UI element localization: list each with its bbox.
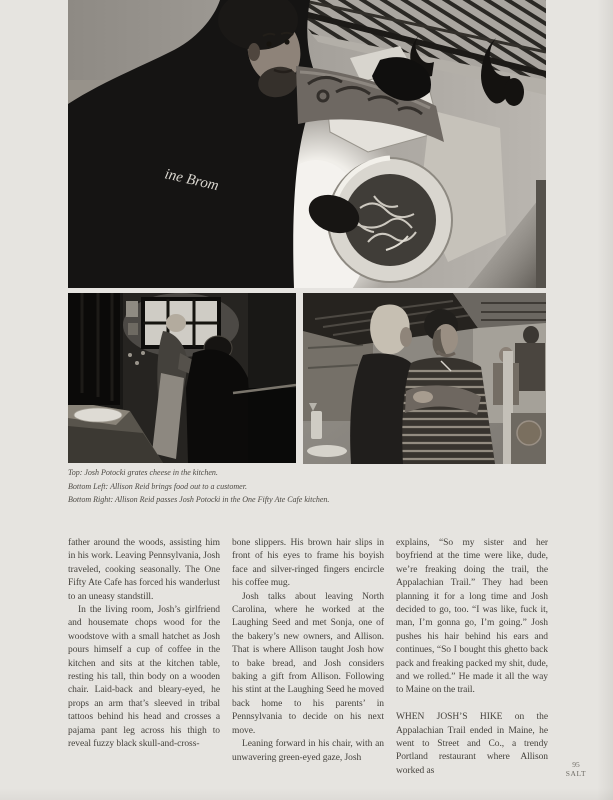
paragraph: In the living room, Josh’s girlfriend and housemate chops wood for the woodstove with a small hatchet as Josh pours himself a cup of coffee in the kitchen and sits at the kitchen table, resting his tall, thin body on a wooden chair. Laid-back and bleary-eyed, he props an arm that’s sleeved in tribal tattoos behind his head and crosses a pajama pant leg across his thigh to reveal fuzzy black skull-and-cross- bbox=[68, 605, 220, 750]
paragraph: bone slippers. His brown hair slips in front of his eyes to frame his boyish face and silver-ringed fingers encircle his coffee mug. bbox=[232, 538, 384, 589]
text-column-2 bbox=[232, 537, 384, 778]
caption-bottom-left: Bottom Left: Allison Reid brings food out to a customer. bbox=[68, 481, 247, 491]
jar bbox=[517, 421, 541, 445]
photo-bottom-left-server bbox=[68, 293, 296, 463]
paragraph-section-start: WHEN JOSH’S HIKE on the Appalachian Trail ended in Maine, he went to Street and Co., a trendy Portland restaurant where Allison worked as bbox=[396, 712, 548, 776]
caption-top: Top: Josh Potocki grates cheese in the kitchen. bbox=[68, 468, 218, 477]
shirt-script-text: ine Brom bbox=[163, 166, 221, 195]
photo-bottom-left-art bbox=[68, 293, 296, 463]
plate bbox=[74, 408, 122, 422]
paragraph: Josh talks about leaving North Carolina, where he worked at the Laughing Seed and met Sonja, one of the bakery’s new owners, and Allison. That is where Allison taught Josh how to bake bread, and Josh considers baking a gift from Allison. Following his stint at the Laughing Seed he moved back home to his parents’ in Pennsylvania to decide on his next move. bbox=[232, 591, 384, 736]
paragraph: father around the woods, assisting him in his work. Leaving Pennsylvania, Josh traveled, cooking seasonally. The One Fifty Ate Cafe has forced his wanderlust to an uneasy standstill. bbox=[68, 538, 220, 602]
article-body bbox=[68, 537, 548, 778]
scan-edge-shadow bbox=[0, 788, 613, 800]
wall-poster bbox=[126, 301, 138, 317]
scan-edge-shadow bbox=[597, 0, 613, 800]
text-column-3 bbox=[396, 537, 548, 778]
page-number: 95 bbox=[572, 760, 580, 769]
magazine-title: SALT bbox=[565, 768, 587, 778]
photo-top-kitchen-grating bbox=[68, 0, 546, 288]
wall-poster bbox=[128, 323, 138, 335]
page-folio bbox=[556, 761, 596, 778]
photo-bottom-right-kitchen-pass bbox=[303, 293, 546, 464]
photo-bottom-right-art bbox=[303, 293, 546, 464]
paragraph: Leaning forward in his chair, with an unwavering green-eyed gaze, Josh bbox=[232, 739, 384, 763]
photo-top-art bbox=[68, 0, 546, 288]
photo-captions bbox=[68, 469, 498, 510]
caption-bottom-right: Bottom Right: Allison Reid passes Josh Potocki in the One Fifty Ate Cafe kitchen. bbox=[68, 495, 330, 504]
text-column-1 bbox=[68, 537, 220, 778]
paragraph: explains, “So my sister and her boyfriend at the time were like, dude, we’re freaking doing the trail, the Appalachian Trail.” They had been planning it for a long time and Josh decided to go, too. “I was like, fuck it, man, I’m gonna go, I’m going.” Josh pushes his hair behind his ears and continues, “So I bought this ghetto back pack and freaking packed my shit, dude, and we rolled.” He made it all the way to Maine on the trail. bbox=[396, 538, 548, 696]
